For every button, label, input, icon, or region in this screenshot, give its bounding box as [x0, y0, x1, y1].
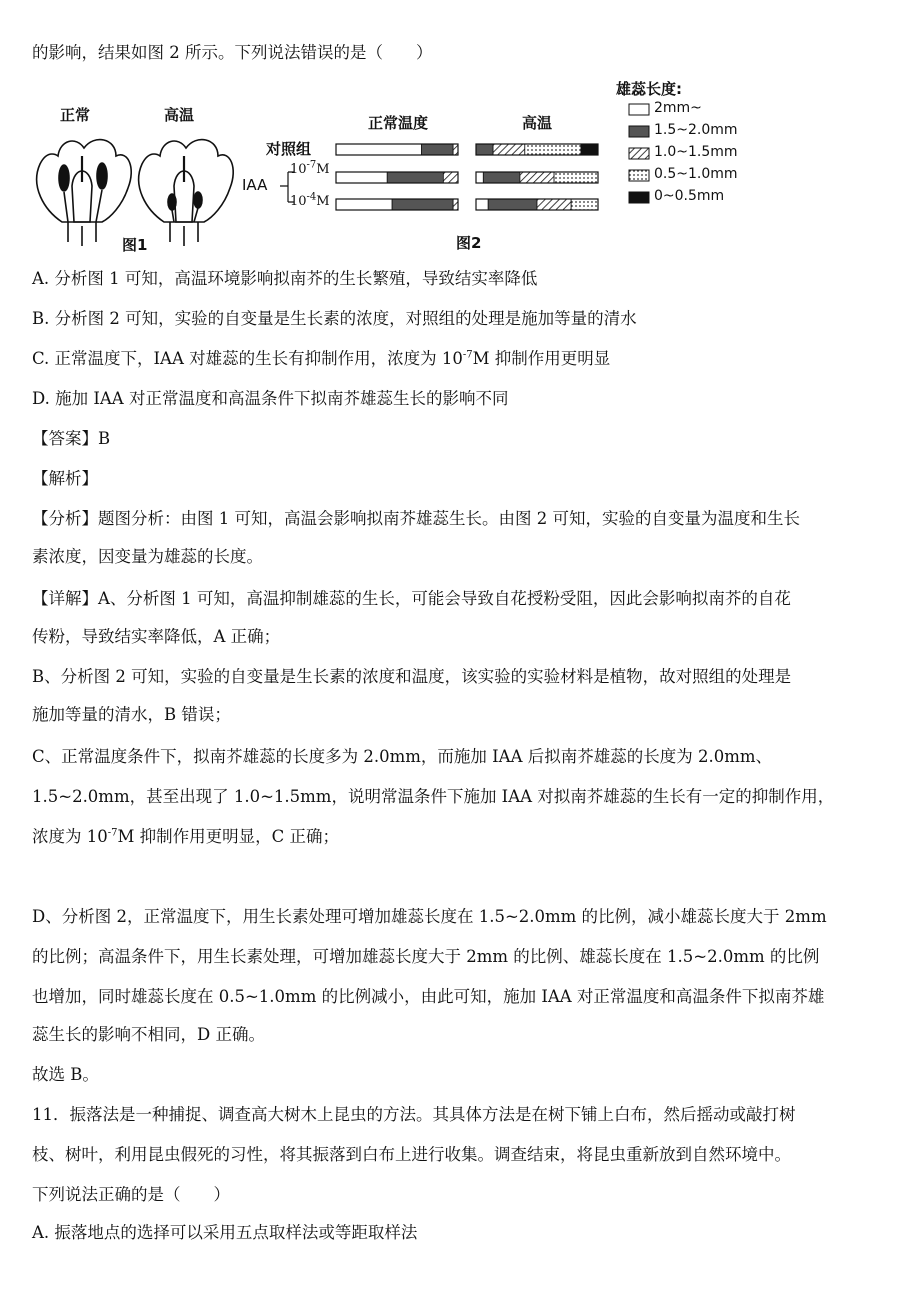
analysis-header: 【解析】 — [32, 469, 98, 488]
option-c-post: M 抑制作用更明显 — [472, 349, 611, 368]
bar-segment — [387, 172, 443, 183]
figure1-label-normal: 正常 — [60, 106, 91, 124]
bar-segment — [488, 199, 537, 210]
option-d: D. 施加 IAA 对正常温度和高温条件下拟南芥雄蕊生长的影响不同 — [32, 389, 509, 408]
option-c — [32, 348, 610, 370]
bar-segment — [520, 172, 554, 183]
legend-swatch-hatch — [628, 147, 650, 161]
legend-label: 1.0~1.5mm — [654, 144, 738, 160]
figure2-caption: 图2 — [456, 234, 482, 252]
conc-1-unit: M — [316, 162, 330, 177]
bar-segment — [581, 144, 598, 155]
figure-2 — [230, 74, 890, 254]
bar-segment — [483, 172, 520, 183]
bar-segment — [493, 144, 525, 155]
legend-label: 1.5~2.0mm — [654, 122, 738, 138]
bar-segment — [525, 144, 581, 155]
figure-1 — [24, 96, 244, 256]
analysis-p5-l2: 的比例；高温条件下，用生长素处理，可增加雄蕊长度大于 2mm 的比例、雄蕊长度在 1.5~2.0mm 的比例 — [32, 947, 820, 966]
bar-segment — [476, 172, 483, 183]
analysis-p1-l1: 【分析】题图分析：由图 1 可知，高温会影响拟南芥雄蕊生长。由图 2 可知，实验的自变量为温度和生长 — [32, 509, 800, 528]
bar-segment — [453, 199, 458, 210]
legend-label: 2mm~ — [654, 100, 702, 116]
bar-segment — [421, 144, 453, 155]
analysis-p4-l3-exp: -7 — [107, 827, 118, 839]
analysis-p4-l3 — [32, 826, 339, 848]
analysis-p5-l3: 也增加，同时雄蕊长度在 0.5~1.0mm 的比例减小，由此可知，施加 IAA 对正常温度和高温条件下拟南芥雄 — [32, 987, 825, 1006]
bar-segment — [336, 144, 421, 155]
q11-option-a: A. 振落地点的选择可以采用五点取样法或等距取样法 — [32, 1223, 418, 1242]
stacked-bars — [330, 124, 710, 264]
bar-segment — [476, 199, 488, 210]
header-normal-temp: 正常温度 — [368, 114, 429, 132]
analysis-p5-l4: 蕊生长的影响不相同，D 正确。 — [32, 1025, 265, 1044]
legend-swatch-darkgray — [628, 125, 650, 139]
analysis-p2-l2: 传粉，导致结实率降低，A 正确； — [32, 627, 281, 646]
option-c-exp: -7 — [462, 349, 473, 361]
analysis-p2-l1: 【详解】A、分析图 1 可知，高温抑制雄蕊的生长，可能会导致自花授粉受阻，因此会影响拟南芥的自花 — [32, 589, 791, 608]
bar-segment — [571, 199, 598, 210]
bar-segment — [392, 199, 453, 210]
figure1-label-high: 高温 — [164, 106, 195, 124]
conc-1-exp: -7 — [306, 159, 317, 171]
answer: 【答案】B — [32, 429, 111, 448]
flower-normal-icon — [37, 140, 132, 246]
bar-segment — [453, 144, 458, 155]
analysis-conclusion: 故选 B。 — [32, 1065, 99, 1084]
bar-segment — [554, 172, 598, 183]
bar-segment — [537, 199, 571, 210]
row-label-iaa: IAA — [242, 176, 268, 194]
conc-2-base: 10 — [290, 194, 307, 209]
bar-segment — [476, 144, 493, 155]
row-label-control: 对照组 — [266, 140, 312, 158]
header-high-temp: 高温 — [522, 114, 553, 132]
q11-line-3: 下列说法正确的是（ ） — [32, 1185, 230, 1204]
option-b: B. 分析图 2 可知，实验的自变量是生长素的浓度，对照组的处理是施加等量的清水 — [32, 309, 637, 328]
figure1-caption: 图1 — [122, 236, 148, 254]
analysis-p5-l1: D、分析图 2，正常温度下，用生长素处理可增加雄蕊长度在 1.5~2.0mm 的比例，减小雄蕊长度大于 2mm — [32, 907, 827, 926]
analysis-p4-l2: 1.5~2.0mm，甚至出现了 1.0~1.5mm，说明常温条件下施加 IAA 对拟南芥雄蕊的生长有一定的抑制作用， — [32, 787, 835, 806]
legend-label: 0.5~1.0mm — [654, 166, 738, 182]
option-c-pre: C. 正常温度下，IAA 对雄蕊的生长有抑制作用，浓度为 10 — [32, 349, 463, 368]
legend-label: 0~0.5mm — [654, 188, 725, 204]
legend-swatch-dots — [628, 169, 650, 183]
conc-2-unit: M — [316, 194, 330, 209]
analysis-p3-l2: 施加等量的清水，B 错误； — [32, 705, 231, 724]
q11-line-1: 11．振落法是一种捕捉、调查高大树木上昆虫的方法。其具体方法是在树下铺上白布，然后摇动或敲打树 — [32, 1105, 796, 1124]
intro-line: 的影响，结果如图 2 所示。下列说法错误的是（ ） — [32, 43, 433, 62]
option-a: A. 分析图 1 可知，高温环境影响拟南芥的生长繁殖，导致结实率降低 — [32, 269, 538, 288]
legend-title: 雄蕊长度: — [616, 80, 682, 98]
analysis-p4-l3-post: M 抑制作用更明显，C 正确； — [117, 827, 340, 846]
conc-2-exp: -4 — [306, 191, 317, 203]
analysis-p1-l2: 素浓度，因变量为雄蕊的长度。 — [32, 547, 263, 566]
flower-high-temp-icon — [139, 140, 234, 246]
bar-segment — [336, 172, 387, 183]
analysis-p4-l1: C、正常温度条件下，拟南芥雄蕊的长度多为 2.0mm，而施加 IAA 后拟南芥雄蕊的长度为 2.0mm、 — [32, 747, 773, 766]
q11-line-2: 枝、树叶，利用昆虫假死的习性，将其振落到白布上进行收集。调查结束，将昆虫重新放到自然环境中。 — [32, 1145, 791, 1164]
analysis-p4-l3-pre: 浓度为 10 — [32, 827, 108, 846]
analysis-p3-l1: B、分析图 2 可知，实验的自变量是生长素的浓度和温度，该实验的实验材料是植物，故对照组的处理是 — [32, 667, 792, 686]
conc-1-base: 10 — [290, 162, 307, 177]
bar-segment — [336, 199, 392, 210]
legend-swatch-white — [628, 103, 650, 117]
bar-segment — [443, 172, 458, 183]
legend-swatch-black — [628, 191, 650, 205]
